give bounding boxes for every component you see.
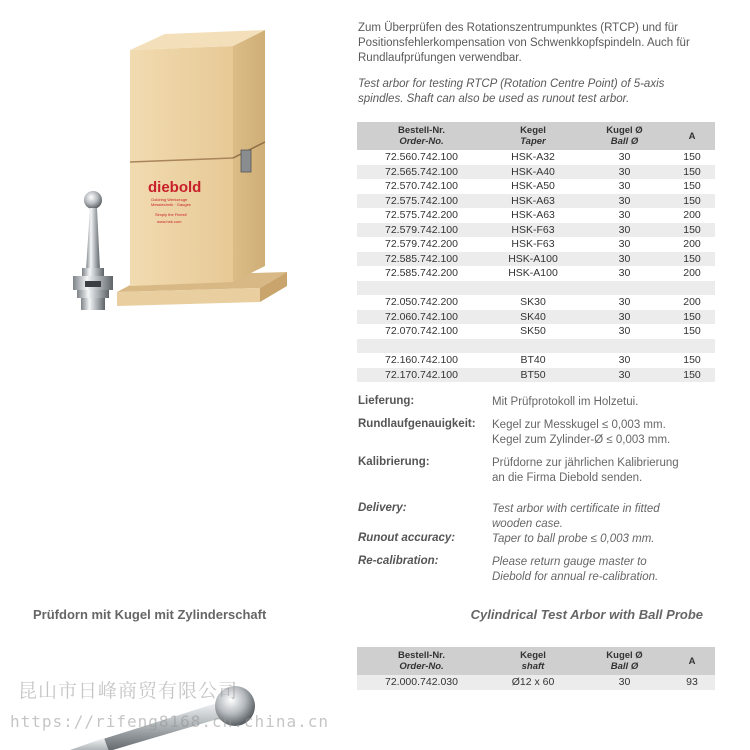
col-header-a: A [669,122,715,150]
calib-value-en-1: Please return gauge master to [492,556,647,568]
runout-label-en: Runout accuracy: [358,532,456,544]
col-header-ball: Kugel Ø Ball Ø [580,122,669,150]
cylindrical-arbor-photo [70,660,340,750]
case-logo: diebold [148,179,202,196]
calib-value-de-1: Prüfdorne zur jährlichen Kalibrierung [492,457,679,469]
table-row: 72.560.742.100 HSK-A32 30 150 [357,150,715,165]
intro-text-en: Test arbor for testing RTCP (Rotation Centre Point) of 5-axis spindles. Shaft can also be used as runout test arbor. [358,78,665,105]
case-latch [241,150,251,172]
calib-label-de: Kalibrierung: [358,456,430,468]
delivery-label-en: Delivery: [358,502,407,514]
table-row: 72.585.742.100 HSK-A100 30 150 [357,252,715,267]
svg-text:Messtechnik · Gauges: Messtechnik · Gauges [151,202,191,207]
table-row-spacer [357,339,715,354]
section-title-de: Prüfdorn mit Kugel mit Zylinderschaft [33,607,267,622]
runout-value-de-2: Kegel zum Zylinder-Ø ≤ 0,003 mm. [492,434,671,446]
case-front [130,46,233,286]
table-row: 72.575.742.100 HSK-A63 30 150 [357,194,715,209]
watermark-company: 昆山市日峰商贸有限公司 [18,681,239,702]
col-header-taper: Kegel Taper [486,122,580,150]
table-row: 72.575.742.200 HSK-A63 30 200 [357,208,715,223]
table-row: 72.070.742.100 SK50 30 150 [357,324,715,339]
delivery-label-de: Lieferung: [358,395,415,407]
table-row: 72.585.742.200 HSK-A100 30 200 [357,266,715,281]
runout-value-en: Taper to ball probe ≤ 0,003 mm. [492,533,655,545]
table-row: 72.060.742.100 SK40 30 150 [357,310,715,325]
col-header-shaft: Kegel shaft [486,647,580,675]
table-row: 72.579.742.100 HSK-F63 30 150 [357,223,715,238]
table-row: 72.170.742.100 BT50 30 150 [357,368,715,383]
runout-value-de-1: Kegel zur Messkugel ≤ 0,003 mm. [492,419,666,431]
delivery-value-en-1: Test arbor with certificate in fitted [492,503,660,515]
svg-text:www.hsk.com: www.hsk.com [157,219,182,224]
table-row: 72.000.742.030 Ø12 x 60 30 93 [357,675,715,690]
order-table-taper [357,122,715,382]
runout-label-de: Rundlaufgenauigkeit: [358,418,476,430]
delivery-value-de: Mit Prüfprotokoll im Holzetui. [492,396,639,408]
svg-text:Simply the Finest!: Simply the Finest! [155,212,187,217]
table-row: 72.570.742.100 HSK-A50 30 150 [357,179,715,194]
table-row: 72.565.742.100 HSK-A40 30 150 [357,165,715,180]
test-arbor-image [73,191,113,310]
delivery-value-en-2: wooden case. [492,518,563,530]
table-row: 72.050.742.200 SK30 30 200 [357,295,715,310]
table-row: 72.160.742.100 BT40 30 150 [357,353,715,368]
intro-text-de: Zum Überprüfen des Rotationszentrumpunktes (RTCP) und für Positionsfehlerkompensation von Schwenkkopfspindeln. Auch für Rundlaufprüfungen verwendbar. [358,22,690,64]
watermark-url: https://rifeng8168.cn.china.cn [10,712,329,731]
col-header-ball: Kugel Ø Ball Ø [580,647,669,675]
calib-value-de-2: an die Firma Diebold senden. [492,472,643,484]
section-title-en: Cylindrical Test Arbor with Ball Probe [470,607,703,622]
calib-value-en-2: Diebold for annual re-calibration. [492,571,659,583]
table-row: 72.579.742.200 HSK-F63 30 200 [357,237,715,252]
col-header-order: Bestell-Nr. Order-No. [357,647,486,675]
svg-text:Goldring Werkzeuge: Goldring Werkzeuge [151,197,188,202]
product-photo [55,20,305,320]
col-header-order: Bestell-Nr. Order-No. [357,122,486,150]
calib-label-en: Re-calibration: [358,555,439,567]
order-table-cylinder [357,647,715,690]
table-row-spacer [357,281,715,296]
col-header-a: A [669,647,715,675]
